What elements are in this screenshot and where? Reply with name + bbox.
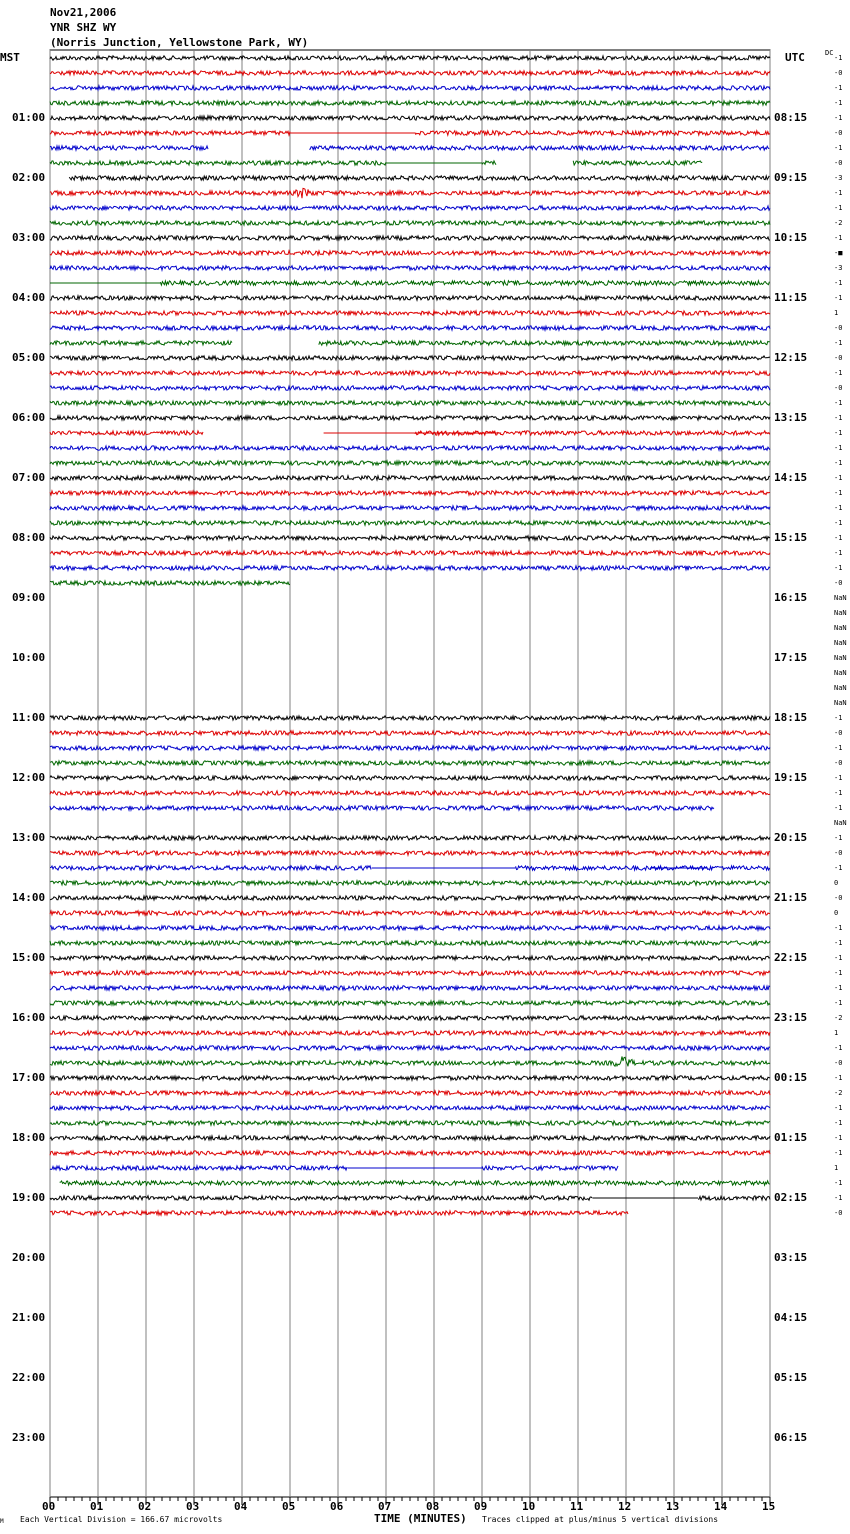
- dc-offset-label: -1: [834, 144, 843, 152]
- seismic-trace: [50, 536, 770, 540]
- dc-offset-label: NaN: [834, 624, 847, 632]
- mst-hour-label: 15:00: [12, 951, 46, 964]
- seismic-trace: [50, 1046, 770, 1050]
- dc-offset-label: -1: [834, 489, 843, 497]
- seismic-trace: [415, 431, 770, 435]
- seismic-trace: [50, 761, 770, 765]
- seismic-trace: [50, 566, 770, 570]
- right-timezone-label: UTC: [785, 51, 805, 64]
- dc-offset-label: -1: [834, 969, 843, 977]
- seismic-trace: [50, 851, 770, 855]
- x-tick-label: 12: [618, 1500, 632, 1513]
- dc-offset-label: -1: [834, 399, 843, 407]
- dc-offset-label: -0: [834, 324, 843, 332]
- utc-hour-label: 20:15: [774, 831, 808, 844]
- dc-offset-label: 0: [834, 909, 839, 917]
- seismic-trace: [50, 1091, 770, 1095]
- seismic-trace: [50, 476, 770, 480]
- mst-hour-label: 17:00: [12, 1071, 46, 1084]
- dc-offset-label: -1: [834, 789, 843, 797]
- dc-offset-label: -1: [834, 429, 843, 437]
- seismic-trace: [482, 161, 496, 165]
- dc-offset-label: 1: [834, 309, 839, 317]
- seismic-trace: [50, 146, 208, 150]
- plot-frame: [50, 50, 770, 1497]
- seismic-trace: [50, 1016, 770, 1020]
- dc-offset-label: NaN: [834, 594, 847, 602]
- dc-offset-label: NaN: [834, 699, 847, 707]
- x-tick-label: 07: [378, 1500, 392, 1513]
- dc-offset-label: -0: [834, 849, 843, 857]
- seismic-trace: [50, 986, 770, 990]
- dc-offset-label: -1: [834, 204, 843, 212]
- seismic-trace: [50, 416, 770, 420]
- dc-offset-label: -1: [834, 1074, 843, 1082]
- seismic-trace: [50, 116, 770, 120]
- mst-hour-label: 13:00: [12, 831, 46, 844]
- seismic-trace: [50, 956, 770, 960]
- dc-offset-label: -1: [834, 954, 843, 962]
- seismic-trace: [50, 836, 770, 840]
- dc-offset-label: -1: [834, 114, 843, 122]
- seismic-trace: [50, 896, 770, 900]
- mst-hour-label: 12:00: [12, 771, 46, 784]
- seismic-trace: [50, 506, 770, 510]
- utc-hour-label: 23:15: [774, 1011, 808, 1024]
- seismic-trace: [50, 236, 770, 240]
- seismic-trace: [50, 101, 770, 105]
- left-timezone-label: MST: [0, 51, 20, 64]
- seismic-trace: [50, 266, 770, 270]
- seismic-trace: [50, 1136, 770, 1140]
- dc-offset-label: -0: [834, 579, 843, 587]
- header-location: (Norris Junction, Yellowstone Park, WY): [50, 36, 309, 49]
- seismic-trace: [50, 296, 770, 300]
- header-date: Nov21,2006: [50, 6, 117, 19]
- dc-offset-label: -1: [834, 984, 843, 992]
- dc-column-label: DC: [825, 49, 834, 57]
- dc-offset-label: -1: [834, 414, 843, 422]
- seismic-trace: [50, 188, 770, 198]
- x-tick-label: 13: [666, 1500, 680, 1513]
- seismic-trace: [50, 806, 714, 810]
- x-tick-label: 08: [426, 1500, 440, 1513]
- x-tick-label: 00: [42, 1500, 56, 1513]
- utc-hour-label: 04:15: [774, 1311, 808, 1324]
- utc-hour-label: 10:15: [774, 231, 808, 244]
- seismic-trace: [50, 746, 770, 750]
- dc-offset-label: -1: [834, 294, 843, 302]
- dc-offset-label: -1: [834, 924, 843, 932]
- seismic-trace: [50, 1151, 770, 1155]
- seismic-trace: [50, 431, 203, 435]
- dc-offset-label: -1: [834, 444, 843, 452]
- dc-offset-label: -1: [834, 339, 843, 347]
- seismic-trace: [415, 131, 770, 135]
- seismic-trace: [50, 1001, 770, 1005]
- seismic-trace: [50, 551, 770, 555]
- seismic-trace: [50, 1057, 770, 1067]
- dc-offset-label: -3: [834, 174, 843, 182]
- seismic-trace: [50, 356, 770, 360]
- clip-note: Traces clipped at plus/minus 5 vertical divisions: [482, 1515, 719, 1524]
- seismic-trace: [50, 1211, 628, 1215]
- utc-hour-label: 12:15: [774, 351, 808, 364]
- corner-mark: M: [0, 1518, 4, 1525]
- utc-hour-label: 03:15: [774, 1251, 808, 1264]
- dc-offset-label: NaN: [834, 654, 847, 662]
- seismic-trace: [50, 326, 770, 330]
- dc-offset-label: 1: [834, 1029, 839, 1037]
- seismic-trace: [482, 1166, 618, 1170]
- utc-hour-label: 21:15: [774, 891, 808, 904]
- x-tick-label: 01: [90, 1500, 104, 1513]
- dc-offset-label: -0: [834, 1059, 843, 1067]
- mst-hour-label: 07:00: [12, 471, 46, 484]
- seismic-trace: [50, 941, 770, 945]
- dc-offset-label: -0: [834, 159, 843, 167]
- seismic-trace: [50, 791, 770, 795]
- x-tick-label: 14: [714, 1500, 728, 1513]
- seismic-trace: [50, 386, 770, 390]
- seismic-trace: [50, 776, 770, 780]
- dc-offset-label: NaN: [834, 669, 847, 677]
- mst-hour-label: 06:00: [12, 411, 46, 424]
- seismic-trace: [50, 1031, 770, 1035]
- utc-hour-label: 14:15: [774, 471, 808, 484]
- mst-hour-label: 02:00: [12, 171, 46, 184]
- mst-hour-label: 18:00: [12, 1131, 46, 1144]
- utc-hour-label: 11:15: [774, 291, 808, 304]
- mst-hour-label: 11:00: [12, 711, 46, 724]
- x-tick-label: 09: [474, 1500, 488, 1513]
- utc-hour-label: 09:15: [774, 171, 808, 184]
- dc-offset-label: -1: [834, 1104, 843, 1112]
- dc-offset-label: -1: [834, 774, 843, 782]
- scale-note: Each Vertical Division = 166.67 microvolts: [20, 1515, 223, 1524]
- dc-offset-label: -■: [834, 249, 843, 257]
- seismic-trace: [50, 1196, 592, 1200]
- dc-offset-label: -1: [834, 1194, 843, 1202]
- mst-hour-label: 21:00: [12, 1311, 46, 1324]
- x-tick-label: 06: [330, 1500, 344, 1513]
- seismic-trace: [50, 1106, 770, 1110]
- dc-offset-label: -1: [834, 54, 843, 62]
- seismic-trace: [50, 731, 770, 735]
- dc-offset-label: -1: [834, 474, 843, 482]
- dc-offset-label: NaN: [834, 639, 847, 647]
- dc-offset-label: -1: [834, 504, 843, 512]
- dc-offset-label: -1: [834, 834, 843, 842]
- utc-hour-label: 22:15: [774, 951, 808, 964]
- utc-hour-label: 06:15: [774, 1431, 808, 1444]
- dc-offset-label: -0: [834, 129, 843, 137]
- mst-hour-label: 10:00: [12, 651, 46, 664]
- header-station: YNR SHZ WY: [50, 21, 117, 34]
- dc-offset-label: -2: [834, 1089, 843, 1097]
- mst-hour-label: 23:00: [12, 1431, 46, 1444]
- dc-offset-label: -1: [834, 804, 843, 812]
- dc-offset-label: -0: [834, 759, 843, 767]
- x-tick-label: 02: [138, 1500, 152, 1513]
- utc-hour-label: 02:15: [774, 1191, 808, 1204]
- dc-offset-label: -0: [834, 384, 843, 392]
- dc-offset-label: -0: [834, 354, 843, 362]
- dc-offset-label: NaN: [834, 609, 847, 617]
- seismic-trace: [50, 131, 290, 135]
- dc-offset-label: -1: [834, 534, 843, 542]
- dc-offset-label: NaN: [834, 819, 847, 827]
- x-tick-label: 05: [282, 1500, 296, 1513]
- seismic-trace: [50, 971, 770, 975]
- dc-offset-label: -1: [834, 279, 843, 287]
- dc-offset-label: -1: [834, 999, 843, 1007]
- seismic-trace: [50, 1076, 770, 1080]
- seismic-trace: [50, 926, 770, 930]
- dc-offset-label: -1: [834, 189, 843, 197]
- utc-hour-label: 13:15: [774, 411, 808, 424]
- dc-offset-label: -1: [834, 864, 843, 872]
- utc-hour-label: 01:15: [774, 1131, 808, 1144]
- x-tick-label: 11: [570, 1500, 584, 1513]
- dc-offset-label: -1: [834, 234, 843, 242]
- seismic-trace: [573, 161, 702, 165]
- seismic-trace: [50, 206, 770, 210]
- seismic-trace: [50, 86, 770, 90]
- utc-hour-label: 00:15: [774, 1071, 808, 1084]
- x-tick-label: 03: [186, 1500, 200, 1513]
- dc-offset-label: -1: [834, 1149, 843, 1157]
- dc-offset-label: -0: [834, 729, 843, 737]
- dc-offset-label: -1: [834, 1134, 843, 1142]
- seismic-trace: [309, 146, 769, 150]
- mst-hour-label: 20:00: [12, 1251, 46, 1264]
- seismic-trace: [50, 581, 290, 585]
- mst-hour-label: 19:00: [12, 1191, 46, 1204]
- seismic-trace: [50, 341, 232, 345]
- dc-offset-label: -1: [834, 99, 843, 107]
- dc-offset-label: -0: [834, 894, 843, 902]
- dc-offset-label: -0: [834, 69, 843, 77]
- dc-offset-label: -1: [834, 519, 843, 527]
- seismic-trace: [50, 491, 770, 495]
- seismic-trace: [50, 371, 770, 375]
- utc-hour-label: 17:15: [774, 651, 808, 664]
- utc-hour-label: 18:15: [774, 711, 808, 724]
- seismic-trace: [50, 716, 770, 720]
- mst-hour-label: 16:00: [12, 1011, 46, 1024]
- mst-hour-label: 01:00: [12, 111, 46, 124]
- dc-offset-label: -1: [834, 459, 843, 467]
- utc-hour-label: 15:15: [774, 531, 808, 544]
- dc-offset-label: -1: [834, 549, 843, 557]
- seismic-trace: [50, 56, 770, 60]
- seismic-trace: [50, 1121, 770, 1125]
- seismic-trace: [50, 221, 770, 225]
- dc-offset-label: -1: [834, 744, 843, 752]
- seismic-trace: [50, 461, 770, 465]
- mst-hour-label: 22:00: [12, 1371, 46, 1384]
- dc-offset-label: -1: [834, 1119, 843, 1127]
- seismic-trace: [50, 311, 770, 315]
- seismic-trace: [50, 161, 386, 165]
- utc-hour-label: 05:15: [774, 1371, 808, 1384]
- dc-offset-label: -2: [834, 219, 843, 227]
- x-tick-label: 04: [234, 1500, 248, 1513]
- dc-offset-label: 1: [834, 1164, 839, 1172]
- seismic-trace: [60, 1181, 770, 1185]
- dc-offset-label: -1: [834, 714, 843, 722]
- seismic-trace: [50, 446, 770, 450]
- seismic-trace: [516, 866, 770, 870]
- mst-hour-label: 03:00: [12, 231, 46, 244]
- seismic-trace: [69, 176, 769, 180]
- dc-offset-label: -1: [834, 564, 843, 572]
- dc-offset-label: -1: [834, 939, 843, 947]
- dc-offset-label: -2: [834, 1014, 843, 1022]
- mst-hour-label: 04:00: [12, 291, 46, 304]
- dc-offset-label: -1: [834, 84, 843, 92]
- seismic-trace: [50, 70, 770, 75]
- seismic-trace: [50, 251, 770, 255]
- dc-offset-label: -3: [834, 264, 843, 272]
- seismic-trace: [50, 1166, 347, 1170]
- mst-hour-label: 05:00: [12, 351, 46, 364]
- seismic-trace: [50, 881, 770, 885]
- seismic-trace: [50, 521, 770, 525]
- mst-hour-label: 08:00: [12, 531, 46, 544]
- utc-hour-label: 16:15: [774, 591, 808, 604]
- dc-offset-label: -1: [834, 1179, 843, 1187]
- mst-hour-label: 09:00: [12, 591, 46, 604]
- dc-offset-label: NaN: [834, 684, 847, 692]
- x-axis-label: TIME (MINUTES): [374, 1512, 467, 1525]
- seismic-trace: [698, 1196, 770, 1200]
- dc-offset-label: 0: [834, 879, 839, 887]
- seismic-trace: [50, 401, 770, 405]
- seismic-trace: [160, 281, 769, 285]
- x-tick-label: 15: [762, 1500, 776, 1513]
- utc-hour-label: 08:15: [774, 111, 808, 124]
- dc-offset-label: -0: [834, 1209, 843, 1217]
- utc-hour-label: 19:15: [774, 771, 808, 784]
- seismic-trace: [50, 911, 770, 915]
- dc-offset-label: -1: [834, 1044, 843, 1052]
- dc-offset-label: -1: [834, 369, 843, 377]
- mst-hour-label: 14:00: [12, 891, 46, 904]
- x-tick-label: 10: [522, 1500, 536, 1513]
